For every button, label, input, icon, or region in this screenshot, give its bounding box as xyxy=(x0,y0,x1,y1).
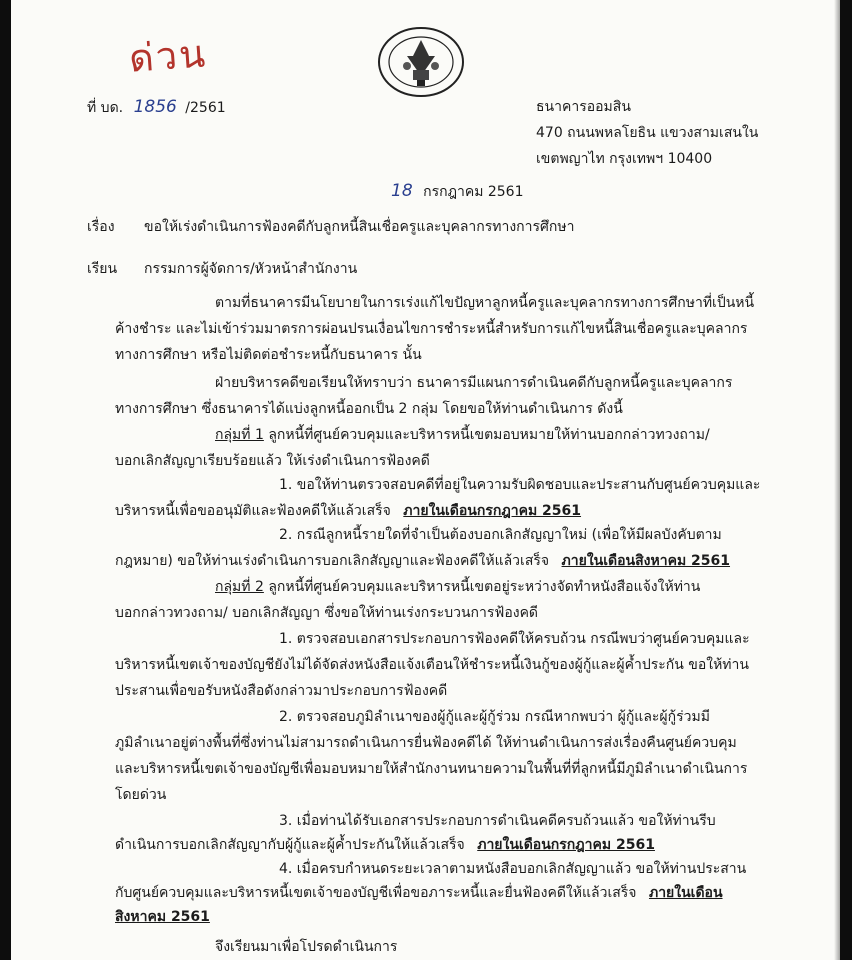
date-day-handwritten: 18 xyxy=(391,181,413,201)
group-2-item-2-line-4: โดยด่วน xyxy=(115,787,167,803)
letter-date xyxy=(391,182,524,202)
group-1-item-2-text: กฎหมาย) ขอให้ท่านเร่งดำเนินการบอกเลิกสัญญาและฟ้องคดีให้แล้วเสร็จ xyxy=(115,553,550,569)
group-1-item-1-deadline: ภายในเดือนกรกฎาคม 2561 xyxy=(403,503,582,519)
bank-seal-icon xyxy=(377,26,465,98)
page-edge-shadow xyxy=(834,0,840,960)
group-1-line-1: ลูกหนี้ที่ศูนย์ควบคุมและบริหารหนี้เขตมอบหมายให้ท่านบอกกล่าวทวงถาม/ xyxy=(268,427,710,443)
group-2-item-3-line-1: 3. เมื่อท่านได้รับเอกสารประกอบการดำเนินคดีครบถ้วนแล้ว ขอให้ท่านรีบ xyxy=(279,813,716,829)
closing-line: จึงเรียนมาเพื่อโปรดดำเนินการ xyxy=(215,939,398,955)
group-1-heading xyxy=(215,426,710,445)
group-2-item-4-line-1: 4. เมื่อครบกำหนดระยะเวลาตามหนังสือบอกเลิกสัญญาแล้ว ขอให้ท่านประสาน xyxy=(279,861,747,877)
group-2-item-4-line-2 xyxy=(115,884,723,903)
group-2-item-2-line-3: และบริหารหนี้เขตเจ้าของบัญชีเพื่อมอบหมายให้สำนักงานทนายความในพื้นที่ที่ลูกหนี้มีภูมิลำเนาดำเนินการ xyxy=(115,761,748,777)
group-1-label: กลุ่มที่ 1 xyxy=(215,427,264,443)
paragraph-1-line-1: ตามที่ธนาคารมีนโยบายในการเร่งแก้ไขปัญหาลูกหนี้ครูและบุคลากรทางการศึกษาที่เป็นหนี้ xyxy=(215,295,755,311)
group-2-line-2: บอกกล่าวทวงถาม/ บอกเลิกสัญญา ซึ่งขอให้ท่านเร่งกระบวนการฟ้องคดี xyxy=(115,605,539,621)
group-2-heading xyxy=(215,578,700,597)
group-1-item-2-line-1: 2. กรณีลูกหนี้รายใดที่จำเป็นต้องบอกเลิกสัญญาใหม่ (เพื่อให้มีผลบังคับตาม xyxy=(279,527,722,543)
group-2-item-3-deadline: ภายในเดือนกรกฎาคม 2561 xyxy=(477,837,655,853)
paragraph-2-line-1: ฝ่ายบริหารคดีขอเรียนให้ทราบว่า ธนาคารมีแผนการดำเนินคดีกับลูกหนี้ครูและบุคลากร xyxy=(215,375,733,391)
paragraph-1-line-3: ทางการศึกษา หรือไม่ติดต่อชำระหนี้กับธนาคาร นั้น xyxy=(115,347,422,363)
group-2-item-1-line-2: บริหารหนี้เขตเจ้าของบัญชียังไม่ได้จัดส่งหนังสือแจ้งเตือนให้ชำระหนี้เงินกู้ของผู้กู้และผู้ค้ำประกัน ขอให้ท่าน xyxy=(115,657,749,673)
reference-prefix: ที่ บด. xyxy=(87,100,124,116)
group-2-item-1-line-3: ประสานเพื่อขอรับหนังสือดังกล่าวมาประกอบการฟ้องคดี xyxy=(115,683,448,699)
group-2-item-1-line-1: 1. ตรวจสอบเอกสารประกอบการฟ้องคดีให้ครบถ้วน กรณีพบว่าศูนย์ควบคุมและ xyxy=(279,631,750,647)
paragraph-2-line-2: ทางการศึกษา ซึ่งธนาคารได้แบ่งลูกหนี้ออกเป็น 2 กลุ่ม โดยขอให้ท่านดำเนินการ ดังนี้ xyxy=(115,401,623,417)
reference-number-handwritten: 1856 xyxy=(133,97,177,117)
sender-address-line-1: 470 ถนนพหลโยธิน แขวงสามเสนใน xyxy=(536,125,759,141)
sender-org-name: ธนาคารออมสิน xyxy=(536,99,631,115)
reference-line xyxy=(87,98,226,118)
group-2-item-4-deadline-part-2: สิงหาคม 2561 xyxy=(115,909,210,925)
group-2-item-4-text: กับศูนย์ควบคุมและบริหารหนี้เขตเจ้าของบัญชีเพื่อขอภาระหนี้และยื่นฟ้องคดีให้แล้วเสร็จ xyxy=(115,885,637,901)
group-2-item-2-line-1: 2. ตรวจสอบภูมิลำเนาของผู้กู้และผู้กู้ร่วม กรณีหากพบว่า ผู้กู้และผู้กู้ร่วมมี xyxy=(279,709,710,725)
group-2-item-3-text: ดำเนินการบอกเลิกสัญญากับผู้กู้และผู้ค้ำประกันให้แล้วเสร็จ xyxy=(115,837,465,853)
sender-address-line-2: เขตพญาไท กรุงเทพฯ 10400 xyxy=(536,151,713,167)
reference-year: /2561 xyxy=(185,100,226,116)
subject-text: ขอให้เร่งดำเนินการฟ้องคดีกับลูกหนี้สินเชื่อครูและบุคลากรทางการศึกษา xyxy=(144,219,575,235)
group-1-line-2: บอกเลิกสัญญาเรียบร้อยแล้ว ให้เร่งดำเนินการฟ้องคดี xyxy=(115,453,430,469)
group-2-item-2-line-2: ภูมิลำเนาอยู่ต่างพื้นที่ซึ่งท่านไม่สามารถดำเนินการยื่นฟ้องคดีได้ ให้ท่านดำเนินการส่งเรื่องคืนศูนย์ควบคุม xyxy=(115,735,737,751)
group-2-item-4-deadline-part-1: ภายในเดือน xyxy=(648,885,723,901)
group-1-item-1-text: บริหารหนี้เพื่อขออนุมัติและฟ้องคดีให้แล้วเสร็จ xyxy=(115,503,391,519)
subject-label: เรื่อง xyxy=(87,219,115,235)
group-2-item-3-line-2 xyxy=(115,836,655,855)
group-1-item-1-line-2 xyxy=(115,502,581,521)
paragraph-1-line-2: ค้างชำระ และไม่เข้าร่วมมาตรการผ่อนปรนเงื่อนไขการชำระหนี้สำหรับการแก้ไขหนี้สินเชื่อครูและบุคลากร xyxy=(115,321,748,337)
salutation-text: กรรมการผู้จัดการ/หัวหน้าสำนักงาน xyxy=(144,261,358,277)
urgent-handwritten-stamp: ด่วน xyxy=(127,31,209,81)
salutation-label: เรียน xyxy=(87,261,118,277)
group-2-label: กลุ่มที่ 2 xyxy=(215,579,264,595)
group-1-item-2-deadline: ภายในเดือนสิงหาคม 2561 xyxy=(561,553,731,569)
letter-page xyxy=(11,0,840,960)
group-1-item-1-line-1: 1. ขอให้ท่านตรวจสอบคดีที่อยู่ในความรับผิดชอบและประสานกับศูนย์ควบคุมและ xyxy=(279,477,761,493)
group-2-line-1: ลูกหนี้ที่ศูนย์ควบคุมและบริหารหนี้เขตอยู่ระหว่างจัดทำหนังสือแจ้งให้ท่าน xyxy=(268,579,701,595)
date-month-year: กรกฎาคม 2561 xyxy=(423,184,524,200)
group-1-item-2-line-2 xyxy=(115,552,730,571)
